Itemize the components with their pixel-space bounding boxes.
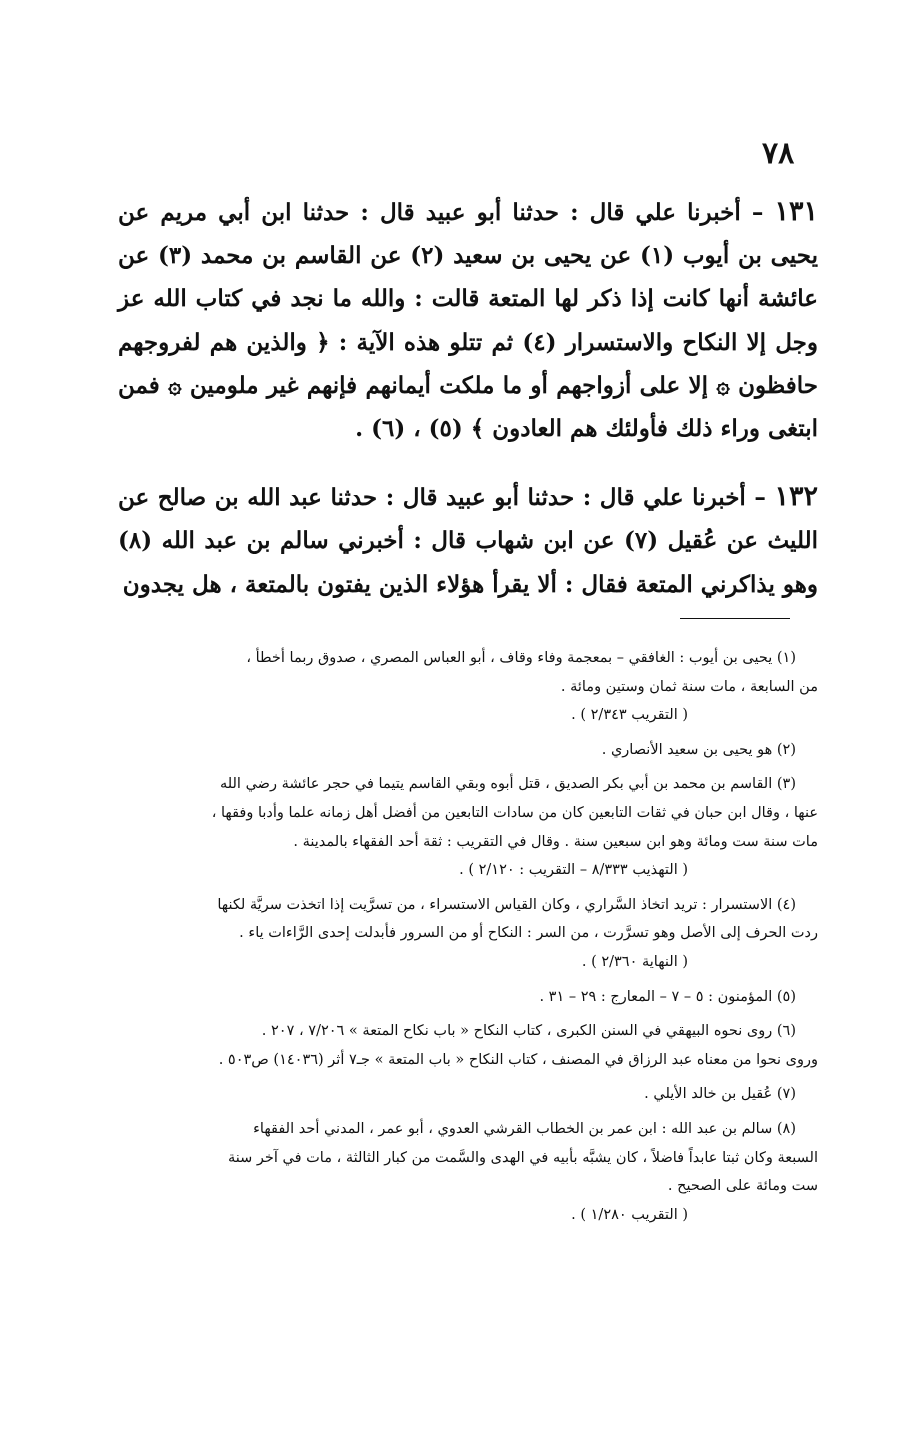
footnote-divider xyxy=(680,618,790,619)
footnote-line: ست ومائة على الصحيح . xyxy=(667,1178,818,1195)
footnote-line: (٣) القاسم بن محمد بن أبي بكر الصديق ، قتل أبوه وبقي القاسم يتيما في حجر عائشة رضي الله xyxy=(219,776,796,793)
footnote xyxy=(118,1115,818,1229)
footnote xyxy=(118,891,818,977)
hadith-132 xyxy=(118,475,818,606)
footnote-line: من السابعة ، مات سنة ثمان وستين ومائة . xyxy=(560,678,818,695)
footnote-line: السبعة وكان ثبتا عابداً فاضلاً ، كان يشبَّه بأبيه في الهدى والسَّمت من كبار الثالثة ، مات في آخر سنة xyxy=(228,1149,818,1166)
footnote xyxy=(118,1017,818,1074)
footnote-line: (٨) سالم بن عبد الله : ابن عمر بن الخطاب القرشي العدوي ، أبو عمر ، المدني أحد الفقهاء xyxy=(253,1120,796,1137)
footnote xyxy=(118,983,818,1012)
hadith-number: ١٣١ xyxy=(774,196,818,227)
footnote-line: وروى نحوا من معناه عبد الرزاق في المصنف ، كتاب النكاح « باب المتعة » جـ٧ أثر (١٤٠٣٦) ص٥٠٣ . xyxy=(218,1051,818,1068)
hadith-number: ١٣٢ xyxy=(774,481,818,513)
footnote-line: عنها ، وقال ابن حبان في ثقات التابعين كان من سادات التابعين من أفضل أهل زمانه علما وأدبا وفقها ، xyxy=(211,804,818,821)
footnote-reference: ( النهاية ٢/٣٦٠ ) . xyxy=(581,953,688,970)
footnote-line: (٢) هو يحيى بن سعيد الأنصاري . xyxy=(601,741,796,758)
hadith-text: – أخبرنا علي قال : حدثنا أبو عبيد قال : حدثنا عبد الله بن صالح عن الليث عن عُقيل (٧) عن ابن شهاب قال : أخبرني سالم بن عبد الله (٨) وهو يذاكرني المتعة فقال : ألا يقرأ هؤلاء الذين يفتون بالمتعة ، هل يجدون xyxy=(118,484,818,598)
footnote-line: (٧) عُقيل بن خالد الأيلي . xyxy=(644,1086,796,1103)
footnote-line: (١) يحيى بن أيوب : الغافقي – بمعجمة وفاء وقاف ، أبو العباس المصري ، صدوق ربما أخطأ ، xyxy=(246,650,796,666)
footnote-reference: ( التقريب ٢/٣٤٣ ) . xyxy=(571,707,688,724)
footnote-reference: ( التقريب ١/٢٨٠ ) . xyxy=(571,1206,688,1223)
footnote-reference: ( التهذيب ٨/٣٣٣ – التقريب : ٢/١٢٠ ) . xyxy=(459,862,688,879)
hadith-131 xyxy=(118,190,818,450)
main-text xyxy=(118,190,818,606)
page-number: ٧٨ xyxy=(762,136,795,171)
footnote-line: مات سنة ست ومائة وهو ابن سبعين سنة . وقال في التقريب : ثقة أحد الفقهاء بالمدينة . xyxy=(293,833,818,850)
footnote-line: (٦) روى نحوه البيهقي في السنن الكبرى ، كتاب النكاح « باب نكاح المتعة » ٧/٢٠٦ ، ٢٠٧ . xyxy=(261,1023,796,1040)
hadith-text: – أخبرنا علي قال : حدثنا أبو عبيد قال : حدثنا ابن أبي مريم عن يحيى بن أيوب (١) عن يحيى بن سعيد (٢) عن القاسم بن محمد (٣) عن عائشة أنها كانت إذا ذكر لها المتعة قالت : والله ما نجد في كتاب الله عز وجل إلا النكاح والاستسرار (٤) ثم تتلو هذه الآية : ﴿ والذين هم لفروجهم حافظون ۞ إلا على أزواجهم أو ما ملكت أيمانهم فإنهم غير ملومين ۞ فمن ابتغى وراء ذلك فأولئك هم العادون ﴾ (٥) ، (٦) . xyxy=(118,199,818,443)
footnotes xyxy=(118,644,818,1235)
footnote-line: (٥) المؤمنون : ٥ – ٧ – المعارج : ٢٩ – ٣١ . xyxy=(539,988,796,1005)
footnote xyxy=(118,770,818,884)
footnote xyxy=(118,644,818,730)
footnote xyxy=(118,1080,818,1109)
footnote-line: (٤) الاستسرار : تريد اتخاذ السَّراري ، وكان القياس الاستسراء ، من تسرَّيت إذا اتخذت سريَّة لكنها xyxy=(217,896,796,913)
footnote xyxy=(118,736,818,765)
footnote-line: ردت الحرف إلى الأصل وهو تسرَّرت ، من السر : النكاح أو من السرور فأبدلت إحدى الرَّاءات ياء . xyxy=(239,925,818,942)
